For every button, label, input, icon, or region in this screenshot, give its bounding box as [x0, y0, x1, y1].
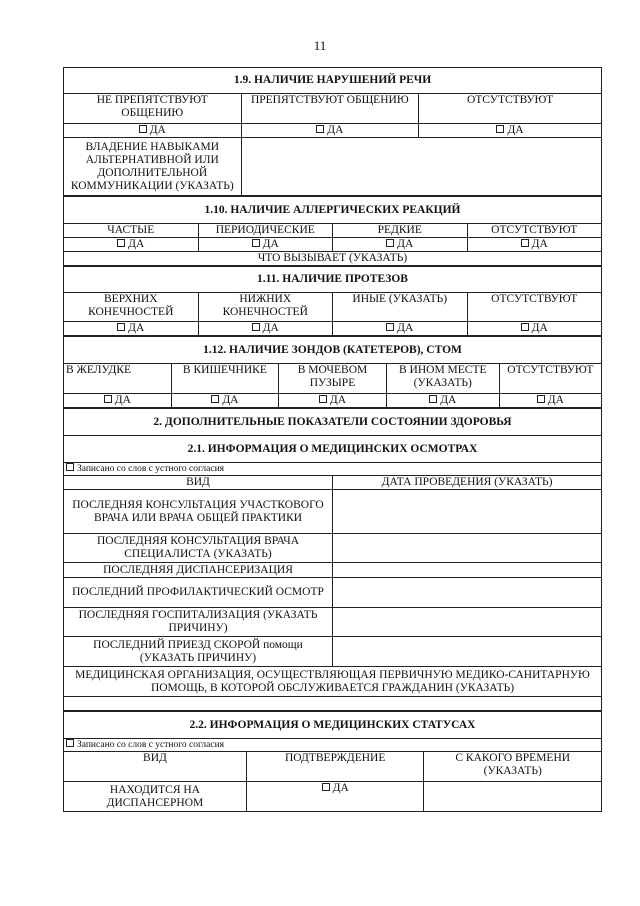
column-header: НЕ ПРЕПЯТСТВУЮТ ОБЩЕНИЮ	[64, 94, 242, 124]
speech-disorders-table	[63, 67, 602, 196]
column-header: В МОЧЕВОМ ПУЗЫРЕ	[279, 364, 387, 394]
section-title: 1.9. НАЛИЧИЕ НАРУШЕНИЙ РЕЧИ	[64, 68, 602, 94]
checkbox-icon	[429, 395, 437, 403]
yes-checkbox[interactable]: ДА	[279, 394, 387, 408]
column-header: ДАТА ПРОВЕДЕНИЯ (УКАЗАТЬ)	[333, 476, 602, 490]
column-header: ВИД	[64, 752, 247, 782]
probes-table	[63, 336, 602, 408]
yes-checkbox[interactable]: ДА	[64, 124, 242, 138]
consent-checkbox[interactable]: Записано со слов с устного согласия	[64, 463, 602, 476]
exam-date-field[interactable]	[333, 608, 602, 637]
alt-communication-label: ВЛАДЕНИЕ НАВЫКАМИ АЛЬТЕРНАТИВНОЙ ИЛИ ДОПОЛНИТЕЛЬНОЙ КОММУНИКАЦИИ (УКАЗАТЬ)	[64, 138, 242, 196]
column-header: ОТСУТСТВУЮТ	[467, 224, 602, 238]
section-title: 2.2. ИНФОРМАЦИЯ О МЕДИЦИНСКИХ СТАТУСАХ	[64, 712, 602, 739]
column-header: В ИНОМ МЕСТЕ (УКАЗАТЬ)	[386, 364, 499, 394]
checkbox-icon	[66, 463, 74, 471]
checkbox-icon	[211, 395, 219, 403]
status-type-label: НАХОДИТСЯ НА ДИСПАНСЕРНОМ	[64, 782, 247, 812]
primary-care-org-label: МЕДИЦИНСКАЯ ОРГАНИЗАЦИЯ, ОСУЩЕСТВЛЯЮЩАЯ ПЕРВИЧНУЮ МЕДИКО-САНИТАРНУЮ ПОМОЩЬ, В КОТОРОЙ ОБСЛУЖИВАЕТСЯ ГРАЖДАНИН (УКАЗАТЬ)	[64, 667, 602, 697]
medical-exams-table	[63, 408, 602, 711]
checkbox-icon	[521, 239, 529, 247]
column-header: ОТСУТСТВУЮТ	[467, 293, 602, 322]
section-title: 2. ДОПОЛНИТЕЛЬНЫЕ ПОКАЗАТЕЛИ СОСТОЯНИИ ЗДОРОВЬЯ	[64, 409, 602, 436]
exam-date-field[interactable]	[333, 637, 602, 667]
checkbox-icon	[66, 739, 74, 747]
exam-date-field[interactable]	[333, 490, 602, 534]
section-title: 1.11. НАЛИЧИЕ ПРОТЕЗОВ	[64, 267, 602, 293]
checkbox-icon	[386, 239, 394, 247]
yes-checkbox[interactable]: ДА	[171, 394, 279, 408]
column-header: ПРЕПЯТСТВУЮТ ОБЩЕНИЮ	[241, 94, 419, 124]
column-header: НИЖНИХ КОНЕЧНОСТЕЙ	[198, 293, 333, 322]
yes-checkbox[interactable]: ДА	[198, 238, 333, 252]
checkbox-icon	[316, 125, 324, 133]
prostheses-table	[63, 266, 602, 336]
column-header: ЧАСТЫЕ	[64, 224, 199, 238]
yes-checkbox[interactable]: ДА	[333, 322, 468, 336]
column-header: ПОДТВЕРЖДЕНИЕ	[246, 752, 424, 782]
checkbox-icon	[117, 323, 125, 331]
column-header: ИНЫЕ (УКАЗАТЬ)	[333, 293, 468, 322]
assessment-form	[63, 67, 602, 812]
checkbox-icon	[319, 395, 327, 403]
exam-type-label: ПОСЛЕДНИЙ ПРОФИЛАКТИЧЕСКИЙ ОСМОТР	[64, 578, 333, 608]
status-since-field[interactable]	[424, 782, 602, 812]
medical-statuses-table	[63, 711, 602, 812]
exam-type-label: ПОСЛЕДНЯЯ ДИСПАНСЕРИЗАЦИЯ	[64, 563, 333, 578]
checkbox-icon	[521, 323, 529, 331]
section-title: 1.12. НАЛИЧИЕ ЗОНДОВ (КАТЕТЕРОВ), СТОМ	[64, 337, 602, 364]
exam-date-field[interactable]	[333, 563, 602, 578]
primary-care-org-field[interactable]	[64, 697, 602, 711]
yes-checkbox[interactable]: ДА	[419, 124, 602, 138]
column-header: В КИШЕЧНИКЕ	[171, 364, 279, 394]
checkbox-icon	[139, 125, 147, 133]
column-header: ОТСУТСТВУЮТ	[499, 364, 601, 394]
yes-checkbox[interactable]: ДА	[386, 394, 499, 408]
column-header: ВИД	[64, 476, 333, 490]
yes-checkbox[interactable]: ДА	[198, 322, 333, 336]
checkbox-icon	[252, 239, 260, 247]
column-header: ОТСУТСТВУЮТ	[419, 94, 602, 124]
section-title: 2.1. ИНФОРМАЦИЯ О МЕДИЦИНСКИХ ОСМОТРАХ	[64, 436, 602, 463]
checkbox-icon	[322, 783, 330, 791]
exam-date-field[interactable]	[333, 578, 602, 608]
checkbox-icon	[252, 323, 260, 331]
yes-checkbox[interactable]: ДА	[246, 782, 424, 812]
yes-checkbox[interactable]: ДА	[64, 238, 199, 252]
alt-communication-field[interactable]	[241, 138, 601, 196]
exam-type-label: ПОСЛЕДНЯЯ КОНСУЛЬТАЦИЯ УЧАСТКОВОГО ВРАЧА ИЛИ ВРАЧА ОБЩЕЙ ПРАКТИКИ	[64, 490, 333, 534]
consent-checkbox[interactable]: Записано со слов с устного согласия	[64, 739, 602, 752]
yes-checkbox[interactable]: ДА	[64, 394, 172, 408]
column-header: ВЕРХНИХ КОНЕЧНОСТЕЙ	[64, 293, 199, 322]
yes-checkbox[interactable]: ДА	[333, 238, 468, 252]
exam-type-label: ПОСЛЕДНЯЯ ГОСПИТАЛИЗАЦИЯ (УКАЗАТЬ ПРИЧИНУ)	[64, 608, 333, 637]
exam-type-label: ПОСЛЕДНИЙ ПРИЕЗД СКОРОЙ помощи (УКАЗАТЬ ПРИЧИНУ)	[64, 637, 333, 667]
yes-checkbox[interactable]: ДА	[467, 238, 602, 252]
page-number: 11	[313, 38, 327, 53]
exam-date-field[interactable]	[333, 534, 602, 563]
yes-checkbox[interactable]: ДА	[467, 322, 602, 336]
checkbox-icon	[117, 239, 125, 247]
checkbox-icon	[537, 395, 545, 403]
yes-checkbox[interactable]: ДА	[499, 394, 601, 408]
section-title: 1.10. НАЛИЧИЕ АЛЛЕРГИЧЕСКИХ РЕАКЦИЙ	[64, 197, 602, 224]
yes-checkbox[interactable]: ДА	[241, 124, 419, 138]
checkbox-icon	[496, 125, 504, 133]
column-header: С КАКОГО ВРЕМЕНИ (УКАЗАТЬ)	[424, 752, 602, 782]
checkbox-icon	[386, 323, 394, 331]
checkbox-icon	[104, 395, 112, 403]
column-header: РЕДКИЕ	[333, 224, 468, 238]
allergy-cause-label: ЧТО ВЫЗЫВАЕТ (УКАЗАТЬ)	[64, 252, 602, 266]
allergies-table	[63, 196, 602, 266]
exam-type-label: ПОСЛЕДНЯЯ КОНСУЛЬТАЦИЯ ВРАЧА СПЕЦИАЛИСТА (УКАЗАТЬ)	[64, 534, 333, 563]
column-header: ПЕРИОДИЧЕСКИЕ	[198, 224, 333, 238]
yes-checkbox[interactable]: ДА	[64, 322, 199, 336]
column-header: В ЖЕЛУДКЕ	[64, 364, 172, 394]
